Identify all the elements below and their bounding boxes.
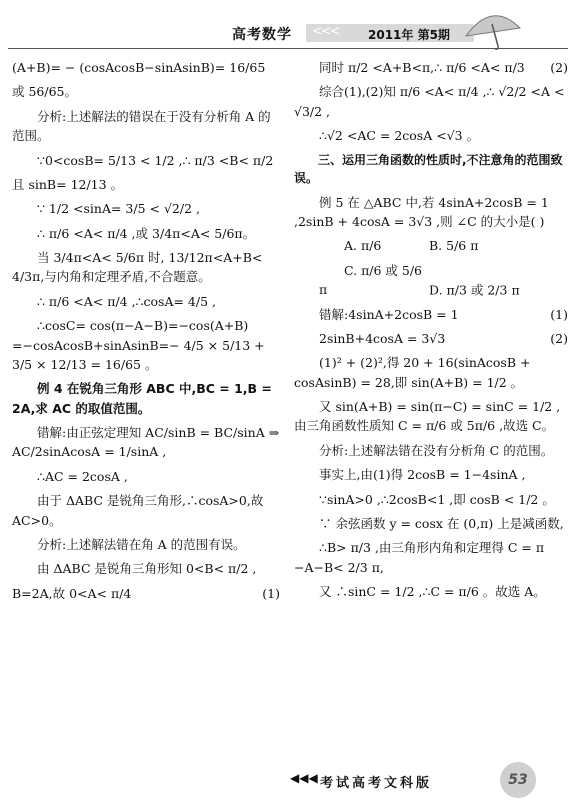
eq-number: (1) — [262, 585, 280, 601]
option-a: A. π/6 — [344, 238, 382, 254]
eq-text: 2sinB+4cosA = 3√3 — [319, 330, 446, 346]
text-line: 综合(1),(2)知 π/6 <A< π/4 ,∴ √2/2 <A < √3/2 , — [294, 84, 565, 119]
text-line: ∴cosC= cos(π−A−B)=−cos(A+B) =−cosAcosB+sinAsinB=− 4/5 × 5/13 + 3/5 × 12/13 = 16/65 。 — [12, 318, 265, 372]
text-line — [12, 584, 280, 603]
eq-text: B=2A,故 0<A< π/4 — [12, 585, 132, 601]
text-line — [294, 329, 568, 348]
text-line: ∴ π/6 <A< π/4 ,∴cosA= 4/5 , — [37, 293, 216, 309]
example-4: 例 4 在锐角三角形 ABC 中,BC = 1,B = 2A,求 AC 的取值范围。 — [12, 381, 272, 416]
text-line: 又 sin(A+B) = sin(π−C) = sinC = 1/2 ,由三角函数性质知 C = π/6 或 5π/6 ,故选 C。 — [294, 399, 561, 434]
text-line: ∵ 余弦函数 y = cosx 在 (0,π) 上是减函数, — [319, 515, 564, 531]
page-number: 53 — [500, 762, 536, 798]
text-line — [294, 305, 568, 324]
analysis-paragraph: 分析:上述解法错在没有分析角 C 的范围。 — [319, 442, 554, 458]
option-row — [294, 261, 568, 300]
option-row — [294, 236, 568, 255]
wrong-solution: 错解:4sinA+2cosB = 1 — [319, 306, 459, 322]
footer-title: 考试高考文科版 — [320, 776, 433, 791]
option-c: C. π/6 或 5/6 π — [319, 262, 423, 298]
text-line: ∴√2 <AC = 2cosA <√3 。 — [319, 128, 480, 144]
text-line: ∴B> π/3 ,由三角形内角和定理得 C = π −A−B< 2/3 π, — [294, 540, 545, 575]
option-d: D. π/3 或 2/3 π — [429, 282, 520, 298]
text-line: ∵0<cosB= 5/13 < 1/2 ,∴ π/3 <B< π/2 — [37, 152, 274, 168]
text-line: ∴AC = 2cosA , — [37, 468, 128, 484]
wrong-solution: 错解:由正弦定理知 AC/sinB = BC/sinA ⇒ AC/2sinAcosA = 1/sinA , — [12, 425, 280, 460]
text-line: (1)² + (2)²,得 20 + 16(sinAcosB + cosAsinB) = 28,即 sin(A+B) = 1/2 。 — [294, 355, 531, 390]
header-rule — [8, 48, 568, 49]
text-line: 当 3/4π<A< 5/6π 时, 13/12π<A+B< 4/3π,与内角和定理矛盾,不合题意。 — [12, 250, 263, 285]
eq-number: (1) — [550, 306, 568, 322]
text-line: ∵ 1/2 <sinA= 3/5 < √2/2 , — [37, 201, 200, 217]
page-header — [0, 0, 581, 52]
text-line: 或 56/65。 — [12, 84, 77, 100]
analysis-paragraph: 分析:上述解法错在角 A 的范围有误。 — [37, 536, 246, 552]
eq-number: (2) — [550, 330, 568, 346]
right-column — [294, 58, 568, 606]
issue-label: 2011年 第5期 — [368, 28, 450, 42]
left-column — [12, 58, 280, 608]
text-line: ∵sinA>0 ,∴2cosB<1 ,即 cosB < 1/2 。 — [319, 491, 555, 507]
text-line: 事实上,由(1)得 2cosB = 1−4sinA , — [319, 467, 526, 483]
section-heading: 三、运用三角函数的性质时,不注意角的范围致误。 — [294, 152, 563, 186]
option-b: B. 5/6 π — [429, 238, 479, 254]
umbrella-icon — [462, 6, 522, 50]
eq-text: 同时 π/2 <A+B<π,∴ π/6 <A< π/3 — [319, 60, 525, 75]
chevron-icons: <<< — [312, 24, 339, 39]
text-line: ∴ π/6 <A< π/4 ,或 3/4π<A< 5/6π。 — [37, 225, 256, 241]
journal-title: 高考数学 — [232, 27, 292, 43]
text-line — [294, 58, 568, 77]
text-line: 由于 ΔABC 是锐角三角形,∴cosA>0,故 AC>0。 — [12, 493, 264, 528]
text-line: 且 sinB= 12/13 。 — [12, 176, 124, 192]
analysis-paragraph: 分析:上述解法的错误在于没有分析角 A 的范围。 — [12, 108, 271, 144]
eq-number: (2) — [550, 60, 568, 75]
text-line: 由 ΔABC 是锐角三角形知 0<B< π/2 , — [37, 561, 257, 577]
text-line: (A+B)= − (cosAcosB−sinAsinB)= 16/65 — [12, 60, 266, 75]
arrow-icons: ◀◀◀ — [290, 771, 318, 785]
text-line: 又 ∴sinC = 1/2 ,∴C = π/6 。故选 A。 — [319, 584, 546, 600]
page-footer — [0, 762, 581, 800]
example-5: 例 5 在 △ABC 中,若 4sinA+2cosB = 1 ,2sinB + 4cosA = 3√3 ,则 ∠C 的大小是( ) — [294, 194, 549, 230]
